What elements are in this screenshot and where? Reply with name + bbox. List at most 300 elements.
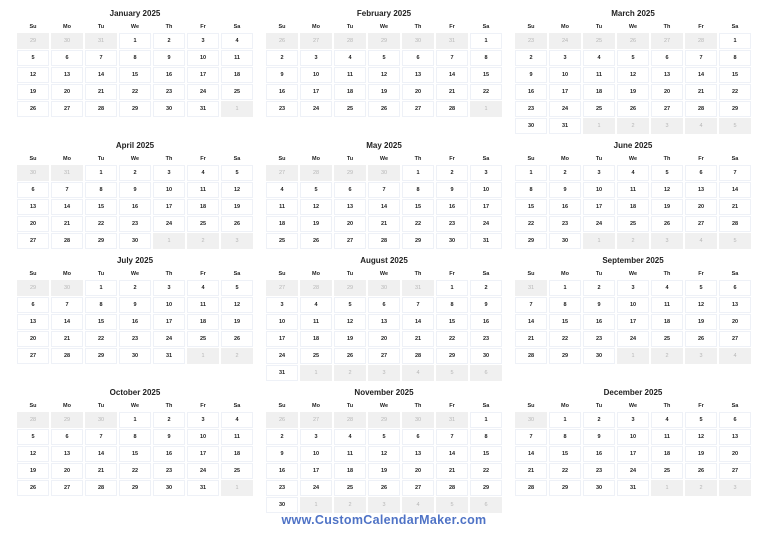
day-cell: 3 xyxy=(266,297,298,313)
weekday-header xyxy=(265,153,503,165)
weekday-label: Fr xyxy=(698,156,704,162)
day-cell: 13 xyxy=(402,446,434,462)
adjacent-month-day: 28 xyxy=(334,412,366,428)
day-cell: 17 xyxy=(549,84,581,100)
day-cell: 3 xyxy=(300,50,332,66)
weekday-label: Tu xyxy=(97,156,105,162)
day-cell: 13 xyxy=(17,199,49,215)
day-cell: 29 xyxy=(85,348,117,364)
month-calendar xyxy=(514,254,752,365)
adjacent-month-day: 31 xyxy=(85,33,117,49)
weekday-label: Sa xyxy=(731,24,739,30)
adjacent-month-day: 29 xyxy=(368,412,400,428)
weekday-label: Tu xyxy=(346,24,354,30)
day-cell: 29 xyxy=(549,348,581,364)
day-cell: 11 xyxy=(300,314,332,330)
adjacent-month-day: 4 xyxy=(719,348,751,364)
day-cell: 25 xyxy=(221,463,253,479)
adjacent-month-day: 2 xyxy=(187,233,219,249)
day-cell: 21 xyxy=(515,331,547,347)
weekday-label: Su xyxy=(278,24,286,30)
weekday-label: Sa xyxy=(233,271,241,277)
day-cell: 18 xyxy=(651,446,683,462)
day-cell: 7 xyxy=(515,429,547,445)
adjacent-month-day: 4 xyxy=(402,497,434,513)
day-cell: 9 xyxy=(266,67,298,83)
day-cell: 8 xyxy=(549,429,581,445)
day-cell: 15 xyxy=(436,314,468,330)
day-cell: 12 xyxy=(368,446,400,462)
weekday-label: Th xyxy=(414,24,422,30)
adjacent-month-day: 3 xyxy=(719,480,751,496)
day-cell: 24 xyxy=(617,331,649,347)
day-cell: 28 xyxy=(436,101,468,117)
day-cell: 12 xyxy=(17,446,49,462)
adjacent-month-day: 31 xyxy=(436,412,468,428)
day-cell: 4 xyxy=(651,412,683,428)
weekday-label: Mo xyxy=(63,24,71,30)
adjacent-month-day: 2 xyxy=(617,118,649,134)
day-cell: 20 xyxy=(719,314,751,330)
day-cell: 30 xyxy=(436,233,468,249)
adjacent-month-day: 26 xyxy=(617,33,649,49)
day-cell: 15 xyxy=(119,67,151,83)
adjacent-month-day: 30 xyxy=(51,280,83,296)
adjacent-month-day: 2 xyxy=(334,497,366,513)
day-grid xyxy=(265,280,503,382)
month-title: January 2025 xyxy=(109,9,161,18)
weekday-label: Mo xyxy=(561,24,569,30)
day-cell: 21 xyxy=(51,331,83,347)
day-cell: 13 xyxy=(651,67,683,83)
day-cell: 26 xyxy=(368,101,400,117)
day-cell: 12 xyxy=(368,67,400,83)
day-cell: 7 xyxy=(85,429,117,445)
adjacent-month-day: 29 xyxy=(17,280,49,296)
footer-website[interactable]: www.CustomCalendarMaker.com xyxy=(281,513,487,527)
day-cell: 11 xyxy=(221,429,253,445)
day-cell: 6 xyxy=(719,412,751,428)
day-cell: 26 xyxy=(685,463,717,479)
day-cell: 16 xyxy=(153,446,185,462)
day-cell: 20 xyxy=(334,216,366,232)
day-cell: 5 xyxy=(617,50,649,66)
day-cell: 4 xyxy=(187,280,219,296)
adjacent-month-day: 30 xyxy=(515,412,547,428)
day-cell: 2 xyxy=(266,50,298,66)
adjacent-month-day: 3 xyxy=(221,233,253,249)
day-cell: 10 xyxy=(300,67,332,83)
day-grid xyxy=(16,33,254,118)
day-cell: 27 xyxy=(17,233,49,249)
day-cell: 1 xyxy=(470,33,502,49)
adjacent-month-day: 5 xyxy=(719,118,751,134)
adjacent-month-day: 29 xyxy=(368,33,400,49)
day-cell: 4 xyxy=(617,165,649,181)
day-cell: 30 xyxy=(153,101,185,117)
day-cell: 8 xyxy=(515,182,547,198)
day-cell: 11 xyxy=(334,446,366,462)
adjacent-month-day: 1 xyxy=(583,233,615,249)
day-cell: 11 xyxy=(617,182,649,198)
weekday-label: We xyxy=(379,24,389,30)
day-cell: 13 xyxy=(334,199,366,215)
day-cell: 13 xyxy=(719,297,751,313)
weekday-label: Th xyxy=(663,271,671,277)
day-cell: 4 xyxy=(300,297,332,313)
day-cell: 8 xyxy=(436,297,468,313)
day-cell: 17 xyxy=(266,331,298,347)
month-title: August 2025 xyxy=(360,256,408,265)
day-cell: 18 xyxy=(334,84,366,100)
day-cell: 6 xyxy=(51,50,83,66)
day-cell: 29 xyxy=(436,348,468,364)
day-cell: 31 xyxy=(187,101,219,117)
weekday-label: Su xyxy=(278,156,286,162)
adjacent-month-day: 29 xyxy=(51,412,83,428)
weekday-label: Mo xyxy=(561,156,569,162)
adjacent-month-day: 27 xyxy=(300,33,332,49)
day-cell: 10 xyxy=(300,446,332,462)
weekday-label: Fr xyxy=(698,24,704,30)
day-cell: 13 xyxy=(51,446,83,462)
day-cell: 25 xyxy=(617,216,649,232)
day-cell: 5 xyxy=(651,165,683,181)
adjacent-month-day: 30 xyxy=(368,280,400,296)
weekday-header xyxy=(514,400,752,412)
day-cell: 15 xyxy=(719,67,751,83)
day-cell: 22 xyxy=(85,216,117,232)
day-cell: 6 xyxy=(719,280,751,296)
day-cell: 6 xyxy=(402,429,434,445)
month-calendar xyxy=(16,386,254,497)
weekday-label: Tu xyxy=(595,271,603,277)
month-title: September 2025 xyxy=(602,256,664,265)
adjacent-month-day: 30 xyxy=(17,165,49,181)
day-cell: 17 xyxy=(300,463,332,479)
day-cell: 7 xyxy=(402,297,434,313)
day-cell: 8 xyxy=(470,50,502,66)
weekday-label: We xyxy=(130,271,140,277)
day-cell: 23 xyxy=(119,331,151,347)
weekday-label: Th xyxy=(663,156,671,162)
day-cell: 11 xyxy=(583,67,615,83)
day-cell: 27 xyxy=(402,101,434,117)
adjacent-month-day: 3 xyxy=(651,118,683,134)
day-cell: 9 xyxy=(583,429,615,445)
day-cell: 24 xyxy=(549,101,581,117)
day-cell: 3 xyxy=(617,412,649,428)
day-cell: 25 xyxy=(221,84,253,100)
month-calendar xyxy=(16,139,254,250)
day-cell: 13 xyxy=(51,67,83,83)
day-cell: 17 xyxy=(153,199,185,215)
weekday-label: Fr xyxy=(449,403,455,409)
day-cell: 26 xyxy=(651,216,683,232)
weekday-label: Su xyxy=(527,156,535,162)
day-cell: 23 xyxy=(266,480,298,496)
day-cell: 4 xyxy=(187,165,219,181)
adjacent-month-day: 1 xyxy=(221,480,253,496)
weekday-label: We xyxy=(130,24,140,30)
day-cell: 10 xyxy=(187,50,219,66)
day-cell: 6 xyxy=(17,182,49,198)
adjacent-month-day: 6 xyxy=(470,497,502,513)
day-cell: 15 xyxy=(119,446,151,462)
weekday-label: Su xyxy=(278,403,286,409)
weekday-label: Su xyxy=(527,403,535,409)
adjacent-month-day: 27 xyxy=(266,280,298,296)
weekday-label: Sa xyxy=(482,403,490,409)
weekday-label: We xyxy=(628,403,638,409)
day-cell: 26 xyxy=(221,216,253,232)
day-cell: 1 xyxy=(85,280,117,296)
day-cell: 22 xyxy=(119,463,151,479)
day-cell: 16 xyxy=(266,84,298,100)
day-cell: 24 xyxy=(583,216,615,232)
day-cell: 28 xyxy=(85,480,117,496)
day-cell: 25 xyxy=(651,463,683,479)
day-cell: 2 xyxy=(436,165,468,181)
day-cell: 22 xyxy=(85,331,117,347)
day-cell: 16 xyxy=(266,463,298,479)
weekday-label: Th xyxy=(414,156,422,162)
weekday-label: Su xyxy=(527,24,535,30)
day-cell: 16 xyxy=(549,199,581,215)
day-cell: 13 xyxy=(17,314,49,330)
day-cell: 2 xyxy=(470,280,502,296)
day-cell: 20 xyxy=(51,463,83,479)
adjacent-month-day: 3 xyxy=(651,233,683,249)
adjacent-month-day: 2 xyxy=(617,233,649,249)
day-cell: 21 xyxy=(402,331,434,347)
weekday-label: Mo xyxy=(561,271,569,277)
day-cell: 30 xyxy=(583,348,615,364)
day-cell: 8 xyxy=(85,297,117,313)
weekday-label: Mo xyxy=(561,403,569,409)
adjacent-month-day: 30 xyxy=(85,412,117,428)
day-cell: 16 xyxy=(515,84,547,100)
day-cell: 6 xyxy=(685,165,717,181)
day-cell: 2 xyxy=(583,412,615,428)
month-title: April 2025 xyxy=(115,141,155,150)
day-cell: 5 xyxy=(685,412,717,428)
day-cell: 27 xyxy=(368,348,400,364)
day-cell: 20 xyxy=(719,446,751,462)
weekday-label: Tu xyxy=(346,156,354,162)
day-cell: 7 xyxy=(51,297,83,313)
month-title: November 2025 xyxy=(354,388,414,397)
day-cell: 16 xyxy=(153,67,185,83)
day-cell: 17 xyxy=(583,199,615,215)
day-cell: 2 xyxy=(515,50,547,66)
adjacent-month-day: 25 xyxy=(583,33,615,49)
day-cell: 15 xyxy=(85,199,117,215)
adjacent-month-day: 28 xyxy=(334,33,366,49)
day-cell: 11 xyxy=(651,429,683,445)
adjacent-month-day: 26 xyxy=(266,33,298,49)
day-cell: 19 xyxy=(334,331,366,347)
adjacent-month-day: 31 xyxy=(436,33,468,49)
day-cell: 23 xyxy=(515,101,547,117)
day-cell: 2 xyxy=(153,33,185,49)
day-cell: 14 xyxy=(685,67,717,83)
day-cell: 27 xyxy=(17,348,49,364)
day-cell: 12 xyxy=(221,297,253,313)
weekday-label: Sa xyxy=(233,24,241,30)
day-cell: 31 xyxy=(470,233,502,249)
weekday-label: Mo xyxy=(63,403,71,409)
adjacent-month-day: 2 xyxy=(334,365,366,381)
day-cell: 30 xyxy=(266,497,298,513)
day-grid xyxy=(16,165,254,250)
day-cell: 10 xyxy=(153,297,185,313)
day-cell: 11 xyxy=(651,297,683,313)
day-cell: 11 xyxy=(187,297,219,313)
day-cell: 20 xyxy=(402,463,434,479)
day-cell: 28 xyxy=(719,216,751,232)
month-title: February 2025 xyxy=(356,9,412,18)
weekday-label: Fr xyxy=(698,271,704,277)
day-cell: 19 xyxy=(651,199,683,215)
day-cell: 5 xyxy=(221,165,253,181)
day-cell: 30 xyxy=(153,480,185,496)
day-cell: 26 xyxy=(300,233,332,249)
day-cell: 2 xyxy=(153,412,185,428)
day-cell: 1 xyxy=(549,412,581,428)
day-cell: 4 xyxy=(583,50,615,66)
day-cell: 27 xyxy=(685,216,717,232)
day-cell: 22 xyxy=(470,463,502,479)
adjacent-month-day: 5 xyxy=(436,365,468,381)
day-cell: 27 xyxy=(719,463,751,479)
day-cell: 20 xyxy=(368,331,400,347)
day-cell: 18 xyxy=(187,199,219,215)
month-title: December 2025 xyxy=(603,388,663,397)
day-cell: 27 xyxy=(51,101,83,117)
day-cell: 5 xyxy=(368,429,400,445)
weekday-label: We xyxy=(628,156,638,162)
day-grid xyxy=(514,412,752,497)
day-cell: 10 xyxy=(187,429,219,445)
day-cell: 18 xyxy=(651,314,683,330)
day-cell: 1 xyxy=(119,412,151,428)
adjacent-month-day: 2 xyxy=(685,480,717,496)
day-cell: 25 xyxy=(266,233,298,249)
day-cell: 1 xyxy=(470,412,502,428)
weekday-label: Sa xyxy=(731,156,739,162)
day-cell: 25 xyxy=(187,216,219,232)
adjacent-month-day: 27 xyxy=(300,412,332,428)
weekday-label: Fr xyxy=(449,271,455,277)
day-cell: 30 xyxy=(583,480,615,496)
day-cell: 1 xyxy=(719,33,751,49)
day-cell: 3 xyxy=(153,165,185,181)
day-cell: 5 xyxy=(685,280,717,296)
day-cell: 13 xyxy=(685,182,717,198)
day-cell: 2 xyxy=(119,280,151,296)
day-cell: 1 xyxy=(549,280,581,296)
day-cell: 11 xyxy=(221,50,253,66)
day-cell: 31 xyxy=(153,348,185,364)
day-cell: 29 xyxy=(549,480,581,496)
day-cell: 19 xyxy=(300,216,332,232)
month-title: July 2025 xyxy=(116,256,154,265)
day-cell: 21 xyxy=(685,84,717,100)
day-cell: 30 xyxy=(549,233,581,249)
day-cell: 2 xyxy=(119,165,151,181)
day-cell: 22 xyxy=(402,216,434,232)
day-cell: 21 xyxy=(719,199,751,215)
day-cell: 28 xyxy=(515,348,547,364)
day-cell: 18 xyxy=(266,216,298,232)
adjacent-month-day: 1 xyxy=(221,101,253,117)
day-cell: 21 xyxy=(436,463,468,479)
day-cell: 16 xyxy=(119,314,151,330)
weekday-label: Th xyxy=(663,24,671,30)
day-cell: 31 xyxy=(187,480,219,496)
day-cell: 10 xyxy=(617,297,649,313)
month-title: June 2025 xyxy=(613,141,653,150)
day-cell: 19 xyxy=(685,314,717,330)
weekday-label: Th xyxy=(165,24,173,30)
weekday-label: Tu xyxy=(97,403,105,409)
month-title: March 2025 xyxy=(611,9,655,18)
day-cell: 27 xyxy=(402,480,434,496)
adjacent-month-day: 1 xyxy=(583,118,615,134)
day-cell: 2 xyxy=(549,165,581,181)
weekday-label: Mo xyxy=(312,156,320,162)
day-cell: 23 xyxy=(583,331,615,347)
day-cell: 27 xyxy=(651,101,683,117)
day-grid xyxy=(265,412,503,514)
weekday-label: Sa xyxy=(731,271,739,277)
day-cell: 26 xyxy=(17,101,49,117)
day-cell: 15 xyxy=(402,199,434,215)
adjacent-month-day: 4 xyxy=(685,233,717,249)
day-cell: 4 xyxy=(221,33,253,49)
day-cell: 21 xyxy=(85,463,117,479)
day-cell: 30 xyxy=(119,348,151,364)
day-cell: 25 xyxy=(651,331,683,347)
day-cell: 24 xyxy=(300,480,332,496)
day-cell: 18 xyxy=(221,67,253,83)
day-cell: 9 xyxy=(515,67,547,83)
day-grid xyxy=(265,33,503,118)
day-grid xyxy=(514,280,752,365)
day-cell: 12 xyxy=(651,182,683,198)
day-cell: 13 xyxy=(402,67,434,83)
day-cell: 14 xyxy=(51,314,83,330)
day-cell: 7 xyxy=(719,165,751,181)
day-cell: 12 xyxy=(300,199,332,215)
day-cell: 26 xyxy=(221,331,253,347)
day-cell: 12 xyxy=(17,67,49,83)
adjacent-month-day: 31 xyxy=(515,280,547,296)
day-cell: 23 xyxy=(583,463,615,479)
weekday-label: We xyxy=(628,271,638,277)
day-cell: 3 xyxy=(300,429,332,445)
day-cell: 17 xyxy=(617,314,649,330)
day-cell: 27 xyxy=(719,331,751,347)
day-cell: 26 xyxy=(617,101,649,117)
day-cell: 12 xyxy=(221,182,253,198)
day-cell: 3 xyxy=(617,280,649,296)
adjacent-month-day: 31 xyxy=(51,165,83,181)
weekday-label: Tu xyxy=(595,403,603,409)
day-cell: 18 xyxy=(334,463,366,479)
weekday-label: Tu xyxy=(595,156,603,162)
